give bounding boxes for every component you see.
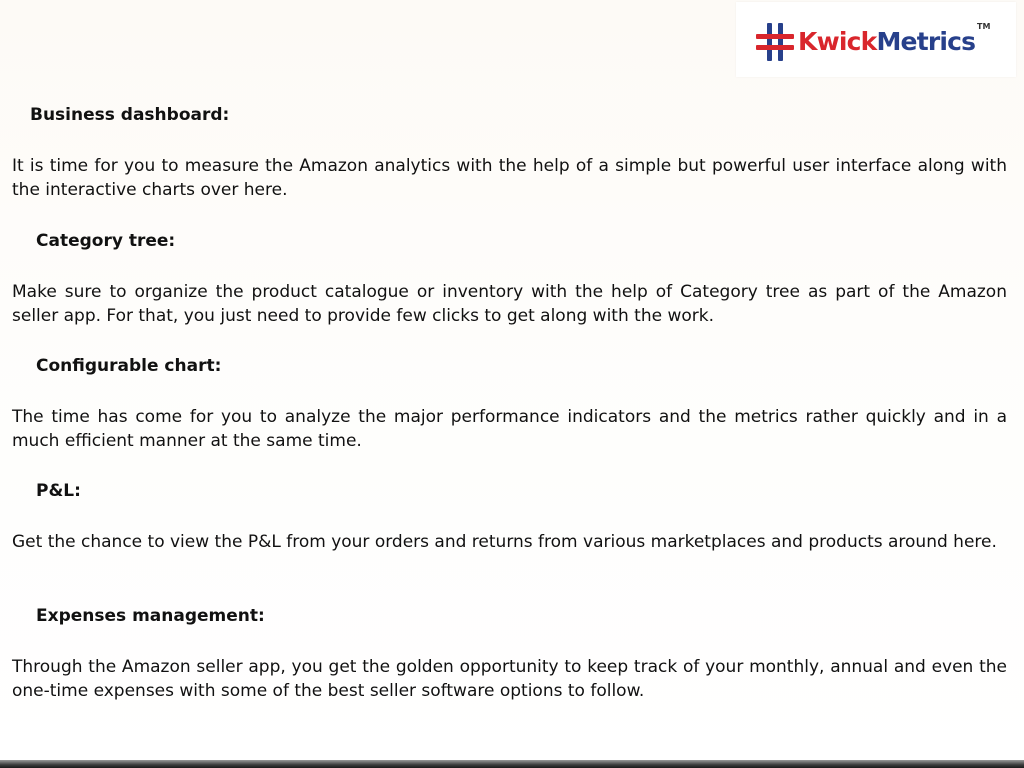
text-category-tree: Make sure to organize the product catalogue or inventory with the help of Category tree as part of the Amazon seller app. For that, you just need to provide few clicks to get along with the work. [12,282,1007,326]
text-business-dashboard: It is time for you to measure the Amazon analytics with the help of a simple but powerful user interface along with the interactive charts over here. [12,156,1007,200]
brand-name: KwickMetrics [798,27,976,56]
heading-category-tree: Category tree: [36,231,176,251]
heading-configurable-chart: Configurable chart: [36,356,222,376]
bottom-border [0,760,1024,768]
heading-expenses-management: Expenses management: [36,606,265,626]
heading-business-dashboard: Business dashboard: [30,105,230,125]
text-pl: Get the chance to view the P&L from your orders and returns from various marketplaces and products around here. [12,532,997,552]
text-configurable-chart: The time has come for you to analyze the major performance indicators and the metrics rather quickly and in a much efficient manner at the same time. [12,407,1007,451]
kwickmetrics-logo-icon [756,23,794,61]
brand-logo [736,2,1016,77]
heading-pl: P&L: [36,481,81,501]
trademark-mark: TM [977,22,991,31]
text-expenses-management: Through the Amazon seller app, you get the golden opportunity to keep track of your monthly, annual and even the one-time expenses with some of the best seller software options to follow. [12,657,1007,701]
